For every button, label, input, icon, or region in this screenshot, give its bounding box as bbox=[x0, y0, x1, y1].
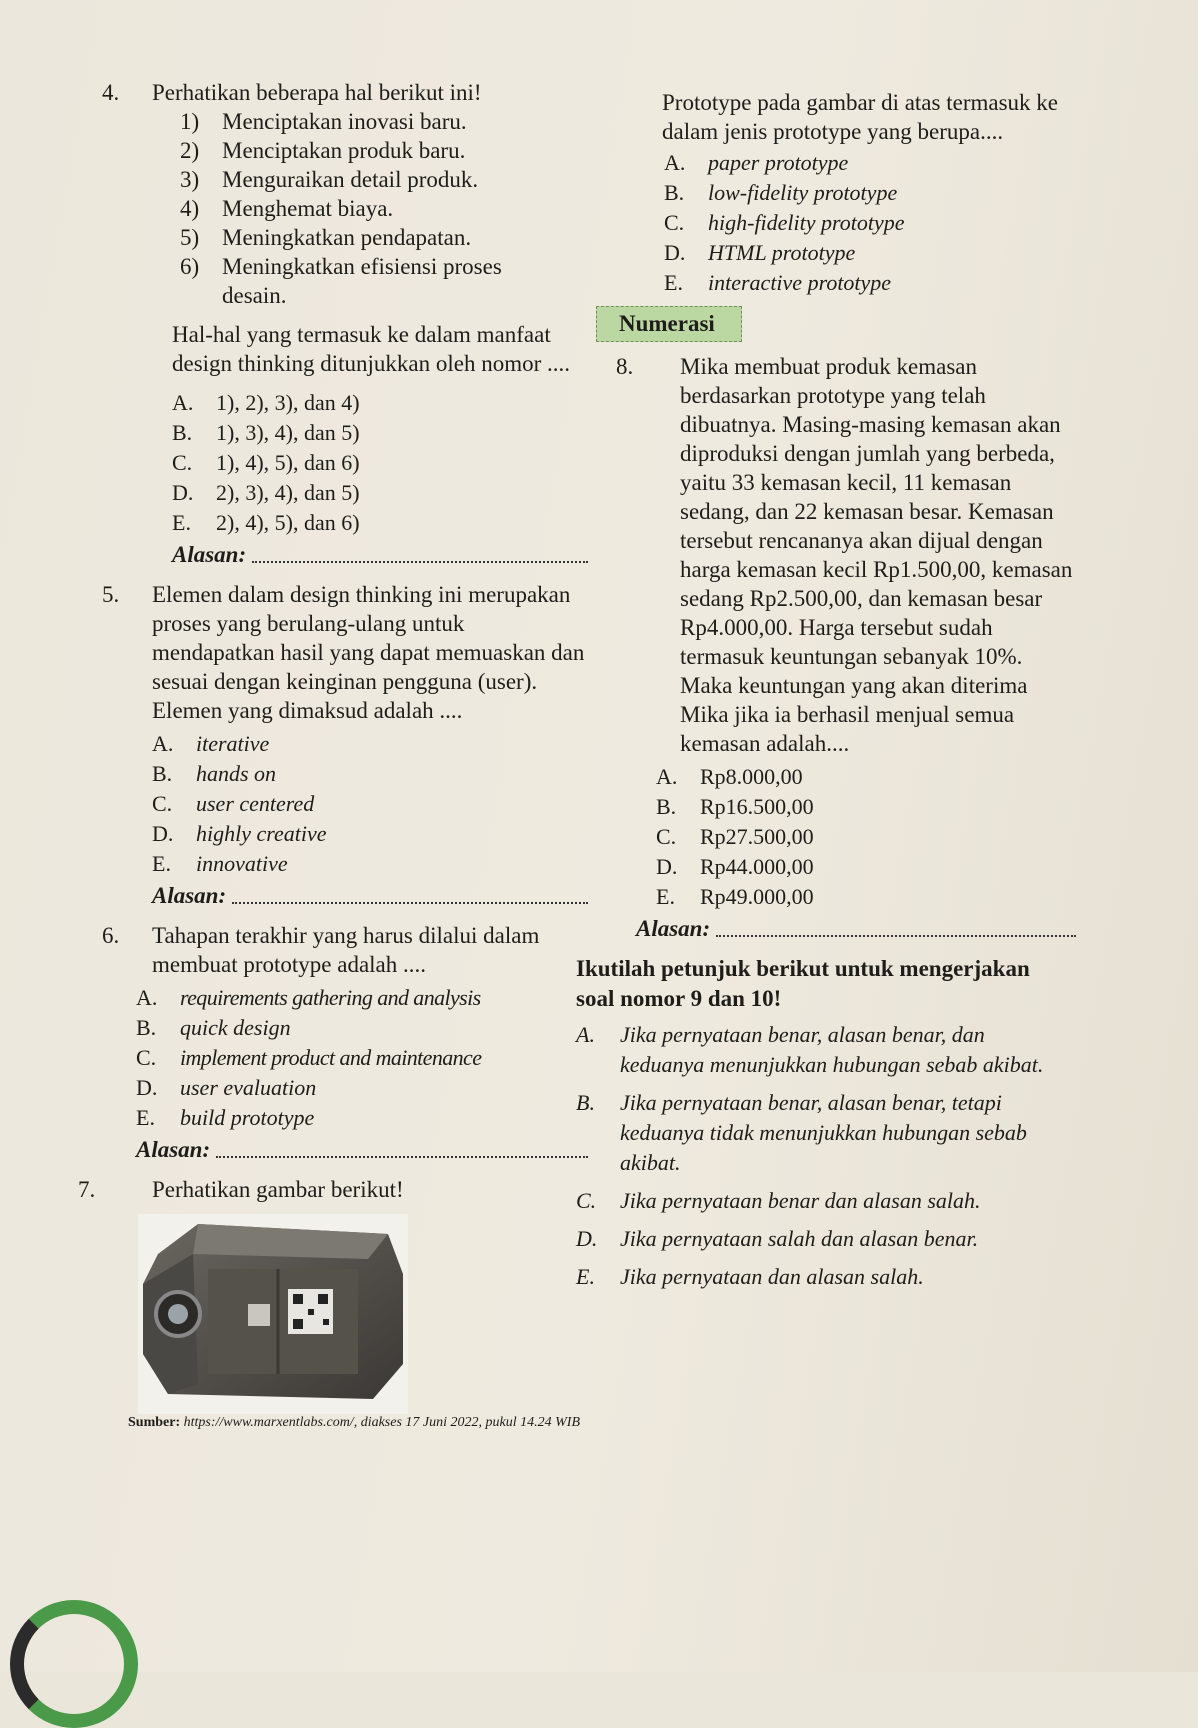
option-d[interactable] bbox=[172, 478, 588, 508]
option-label: E. bbox=[172, 510, 191, 535]
question-number: 8. bbox=[616, 354, 634, 379]
list-item bbox=[180, 165, 588, 194]
item-text: Meningkatkan pendapatan. bbox=[222, 225, 472, 250]
item-number: 4) bbox=[180, 196, 200, 221]
option-label: B. bbox=[152, 761, 173, 786]
question-number: 5. bbox=[102, 582, 120, 607]
option-d[interactable] bbox=[136, 1073, 588, 1103]
option-label: A. bbox=[576, 1022, 595, 1047]
question-number: 4. bbox=[102, 80, 120, 105]
option-text: high-fidelity prototype bbox=[708, 210, 905, 235]
item-text: Menghemat biaya. bbox=[222, 196, 394, 221]
left-column bbox=[78, 78, 588, 1431]
instruction-e bbox=[576, 1262, 1076, 1292]
option-label: C. bbox=[152, 791, 173, 816]
option-c[interactable] bbox=[664, 208, 1076, 238]
option-label: C. bbox=[136, 1045, 157, 1070]
option-e[interactable] bbox=[664, 268, 1076, 298]
option-label: E. bbox=[664, 270, 683, 295]
list-item bbox=[180, 223, 588, 252]
image-source bbox=[128, 1414, 588, 1431]
question-intro: Perhatikan gambar berikut! bbox=[152, 1177, 404, 1202]
option-label: B. bbox=[136, 1015, 157, 1040]
option-label: B. bbox=[576, 1090, 595, 1115]
option-label: E. bbox=[656, 884, 675, 909]
option-text: 2), 3), 4), dan 5) bbox=[216, 480, 360, 505]
option-a[interactable] bbox=[656, 762, 1076, 792]
instruction-a bbox=[576, 1020, 1076, 1080]
option-text: iterative bbox=[196, 731, 270, 756]
option-label: A. bbox=[664, 150, 686, 175]
list-item bbox=[180, 194, 588, 223]
option-b[interactable] bbox=[664, 178, 1076, 208]
option-text: user evaluation bbox=[180, 1075, 317, 1100]
source-text: https://www.marxentlabs.com/, diakses 17 Juni 2022, pukul 14.24 WIB bbox=[183, 1415, 580, 1430]
option-label: B. bbox=[656, 794, 677, 819]
list-item bbox=[180, 107, 588, 136]
option-label: D. bbox=[136, 1075, 158, 1100]
alasan-label: Alasan: bbox=[636, 916, 711, 941]
option-text: Jika pernyataan salah dan alasan benar. bbox=[620, 1226, 979, 1251]
question-text: Tahapan terakhir yang harus dilalui dalam membuat prototype adalah .... bbox=[152, 923, 540, 977]
option-text: Jika pernyataan benar, alasan benar, tetapi keduanya tidak menunjukkan hubungan sebab akibat. bbox=[620, 1090, 1027, 1175]
option-e[interactable] bbox=[136, 1103, 588, 1133]
item-number: 2) bbox=[180, 138, 200, 163]
option-text: build prototype bbox=[180, 1105, 315, 1130]
question-number: 6. bbox=[102, 923, 120, 948]
item-text: Menciptakan produk baru. bbox=[222, 138, 466, 163]
option-d[interactable] bbox=[656, 852, 1076, 882]
question-text: Prototype pada gambar di atas termasuk ke dalam jenis prototype yang berupa.... bbox=[662, 90, 1058, 144]
option-text: HTML prototype bbox=[708, 240, 856, 265]
alasan-label: Alasan: bbox=[172, 542, 247, 567]
option-b[interactable] bbox=[136, 1013, 588, 1043]
option-label: A. bbox=[656, 764, 678, 789]
question-4 bbox=[102, 78, 588, 570]
item-number: 1) bbox=[180, 109, 200, 134]
option-text: paper prototype bbox=[708, 150, 849, 175]
option-text: 1), 4), 5), dan 6) bbox=[216, 450, 360, 475]
alasan-field[interactable] bbox=[636, 914, 1076, 944]
alasan-dotted-line bbox=[232, 902, 588, 904]
question-intro: Perhatikan beberapa hal berikut ini! bbox=[152, 80, 482, 105]
corner-decoration bbox=[10, 1600, 138, 1728]
option-e[interactable] bbox=[656, 882, 1076, 912]
list-item bbox=[180, 252, 588, 310]
option-label: A. bbox=[152, 731, 174, 756]
instruction-c bbox=[576, 1186, 1076, 1216]
option-label: B. bbox=[664, 180, 685, 205]
option-text: low-fidelity prototype bbox=[708, 180, 898, 205]
option-d[interactable] bbox=[152, 819, 588, 849]
option-text: innovative bbox=[196, 851, 288, 876]
question-text: Elemen dalam design thinking ini merupakan proses yang berulang-ulang untuk mendapatkan hasil yang dapat memuaskan dan sesuai dengan keinginan pengguna (user). Elemen yang dimaksud adalah .... bbox=[152, 582, 585, 723]
alasan-dotted-line bbox=[216, 1156, 588, 1158]
option-a[interactable] bbox=[136, 983, 588, 1013]
option-text: Rp44.000,00 bbox=[700, 854, 814, 879]
option-text: Rp8.000,00 bbox=[700, 764, 803, 789]
option-text: user centered bbox=[196, 791, 315, 816]
question-text: Hal-hal yang termasuk ke dalam manfaat design thinking ditunjukkan oleh nomor .... bbox=[172, 322, 570, 376]
option-label: C. bbox=[576, 1188, 597, 1213]
alasan-label: Alasan: bbox=[152, 883, 227, 908]
option-d[interactable] bbox=[664, 238, 1076, 268]
option-label: D. bbox=[656, 854, 678, 879]
option-label: D. bbox=[152, 821, 174, 846]
section-badge-numerasi: Numerasi bbox=[596, 306, 742, 342]
option-text: hands on bbox=[196, 761, 277, 786]
question-5 bbox=[102, 580, 588, 911]
option-text: implement product and maintenance bbox=[180, 1045, 482, 1070]
question-text: Mika membuat produk kemasan berdasarkan prototype yang telah dibuatnya. Masing-masing kemasan akan diproduksi dengan jumlah yang berbeda, yaitu 33 kemasan kecil, 11 kemasan sedang, dan 22 kemasan besar. Kemasan tersebut rencananya akan dijual dengan harga kemasan kecil Rp1.500,00, kemasan sedang Rp2.500,00, dan kemasan besar Rp4.000,00. Harga tersebut sudah termasuk keuntungan sebanyak 10%. Maka keuntungan yang akan diterima Mika jika ia berhasil menjual semua kemasan adalah.... bbox=[680, 354, 1073, 756]
source-label: Sumber: bbox=[128, 1415, 181, 1430]
option-b[interactable] bbox=[152, 759, 588, 789]
item-text: Menciptakan inovasi baru. bbox=[222, 109, 467, 134]
option-e[interactable] bbox=[172, 508, 588, 538]
option-label: E. bbox=[576, 1264, 595, 1289]
option-text: 1), 3), 4), dan 5) bbox=[216, 420, 360, 445]
option-c[interactable] bbox=[152, 789, 588, 819]
option-text: quick design bbox=[180, 1015, 291, 1040]
alasan-field[interactable] bbox=[136, 1135, 588, 1165]
option-label: B. bbox=[172, 420, 193, 445]
option-text: interactive prototype bbox=[708, 270, 892, 295]
alasan-dotted-line bbox=[252, 561, 588, 563]
vr-headset-image bbox=[138, 1214, 408, 1414]
option-label: C. bbox=[664, 210, 685, 235]
instructions-block bbox=[576, 954, 1076, 1292]
question-6 bbox=[102, 921, 588, 1165]
option-a[interactable] bbox=[152, 729, 588, 759]
option-text: 1), 2), 3), dan 4) bbox=[216, 390, 360, 415]
option-text: Rp27.500,00 bbox=[700, 824, 814, 849]
alasan-dotted-line bbox=[716, 935, 1076, 937]
option-text: Jika pernyataan benar, alasan benar, dan keduanya menunjukkan hubungan sebab akibat. bbox=[620, 1022, 1044, 1077]
option-text: requirements gathering and analysis bbox=[180, 985, 481, 1010]
option-c[interactable] bbox=[656, 822, 1076, 852]
item-number: 6) bbox=[180, 254, 200, 279]
question-7 bbox=[78, 1175, 588, 1431]
option-a[interactable] bbox=[664, 148, 1076, 178]
option-text: Jika pernyataan benar dan alasan salah. bbox=[620, 1188, 981, 1213]
option-text: 2), 4), 5), dan 6) bbox=[216, 510, 360, 535]
item-text: Menguraikan detail produk. bbox=[222, 167, 479, 192]
option-label: D. bbox=[172, 480, 194, 505]
option-a[interactable] bbox=[172, 388, 588, 418]
option-label: A. bbox=[136, 985, 158, 1010]
instruction-b bbox=[576, 1088, 1076, 1178]
question-number: 7. bbox=[78, 1177, 96, 1202]
option-label: C. bbox=[172, 450, 193, 475]
item-text: Meningkatkan efisiensi proses desain. bbox=[222, 254, 502, 308]
alasan-field[interactable] bbox=[152, 881, 588, 911]
option-label: D. bbox=[576, 1226, 598, 1251]
option-c[interactable] bbox=[172, 448, 588, 478]
vr-headset-icon bbox=[138, 1214, 408, 1414]
option-b[interactable] bbox=[656, 792, 1076, 822]
option-label: C. bbox=[656, 824, 677, 849]
option-c[interactable] bbox=[136, 1043, 588, 1073]
question-8 bbox=[616, 352, 1076, 944]
option-text: Jika pernyataan dan alasan salah. bbox=[620, 1264, 924, 1289]
alasan-field[interactable] bbox=[172, 540, 588, 570]
option-label: E. bbox=[136, 1105, 155, 1130]
option-label: A. bbox=[172, 390, 194, 415]
option-e[interactable] bbox=[152, 849, 588, 879]
option-text: Rp16.500,00 bbox=[700, 794, 814, 819]
right-column bbox=[576, 88, 1076, 1292]
question-7-continued bbox=[636, 88, 1076, 298]
option-text: highly creative bbox=[196, 821, 327, 846]
instructions-heading: Ikutilah petunjuk berikut untuk mengerjakan soal nomor 9 dan 10! bbox=[576, 956, 1030, 1011]
instruction-d bbox=[576, 1224, 1076, 1254]
list-item bbox=[180, 136, 588, 165]
item-number: 5) bbox=[180, 225, 200, 250]
option-b[interactable] bbox=[172, 418, 588, 448]
option-label: E. bbox=[152, 851, 171, 876]
item-number: 3) bbox=[180, 167, 200, 192]
option-label: D. bbox=[664, 240, 686, 265]
option-text: Rp49.000,00 bbox=[700, 884, 814, 909]
alasan-label: Alasan: bbox=[136, 1137, 211, 1162]
